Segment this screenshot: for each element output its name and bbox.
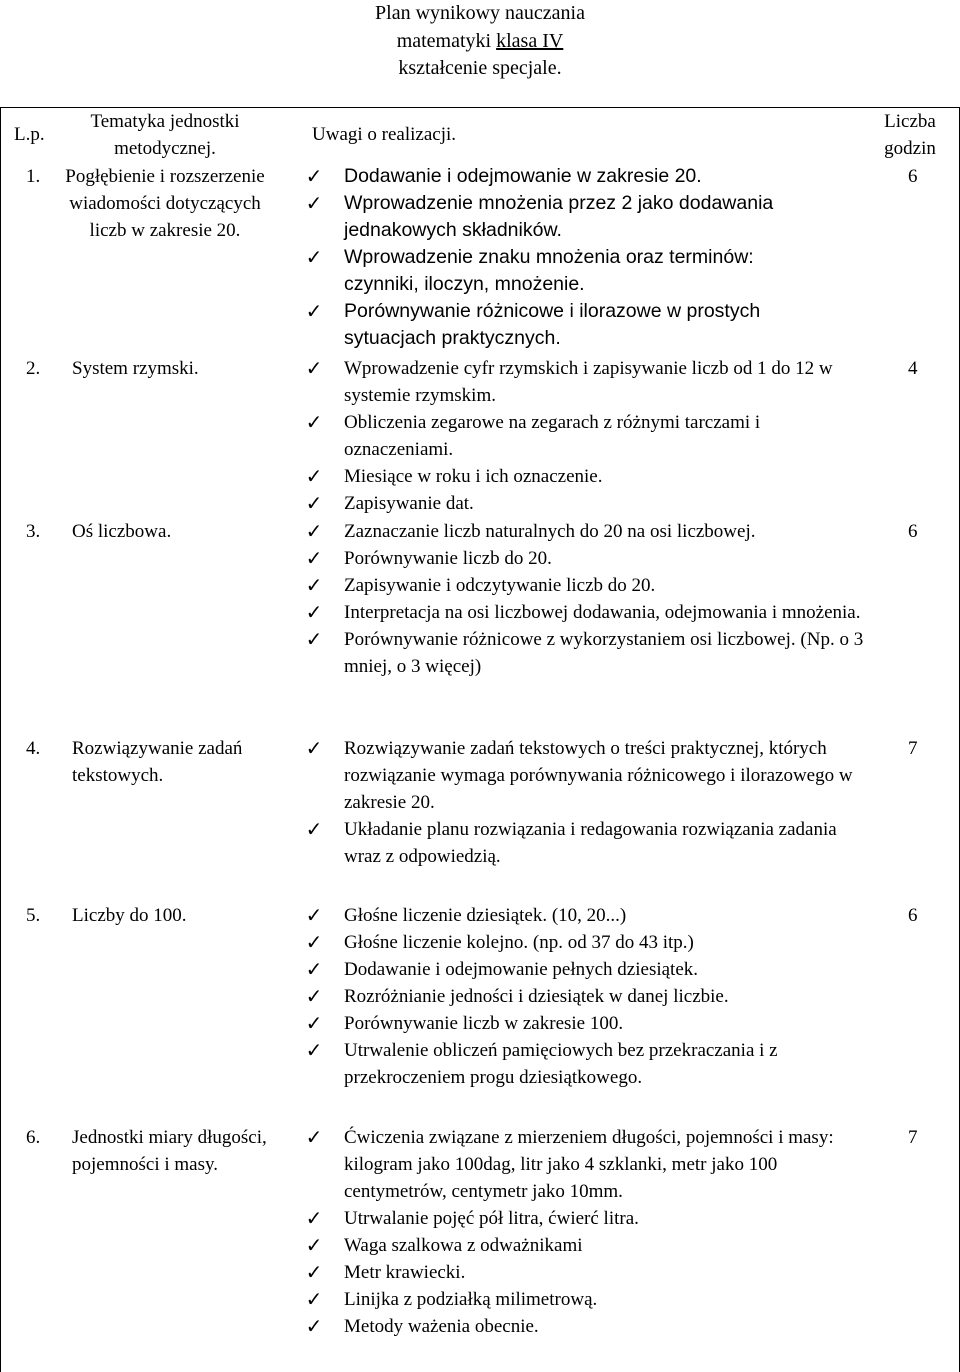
header-hours: Liczba godzin: [884, 111, 936, 159]
check-icon: ✓: [305, 1233, 323, 1257]
list-item: [290, 518, 870, 545]
check-icon: ✓: [305, 464, 323, 488]
check-icon: ✓: [305, 491, 323, 515]
list-item-text: Zapisywanie dat.: [344, 493, 474, 514]
list-item-text: Ćwiczenia związane z mierzeniem długości, pojemności i masy: kilogram jako 100dag, litr jako 4 szklanki, metr jako 100 centymetrów, centymetr jako 10mm.: [344, 1127, 834, 1202]
list-item: [290, 1232, 870, 1259]
list-item-text: Głośne liczenie kolejno. (np. od 37 do 43 itp.): [344, 932, 694, 953]
list-item: [290, 599, 870, 626]
list-item: [290, 298, 825, 352]
title-line-3: kształcenie specjale.: [398, 57, 562, 79]
title-line-2: [0, 28, 960, 56]
check-icon: ✓: [305, 930, 323, 954]
row-number: 1.: [26, 166, 41, 187]
list-item: [290, 816, 870, 870]
list-item: [290, 1313, 870, 1340]
list-item: [290, 1259, 870, 1286]
list-item-text: Linijka z podziałką milimetrową.: [344, 1289, 598, 1310]
list-item-text: Wprowadzenie znaku mnożenia oraz terminów: czynniki, iloczyn, mnożenie.: [344, 246, 754, 295]
list-item: [290, 463, 870, 490]
list-item: [290, 626, 870, 680]
check-icon: ✓: [305, 736, 323, 760]
check-icon: ✓: [305, 410, 323, 434]
list-item-text: Wprowadzenie cyfr rzymskich i zapisywanie liczb od 1 do 12 w systemie rzymskim.: [344, 358, 833, 406]
header-lp: L.p.: [14, 124, 45, 145]
list-item-text: Układanie planu rozwiązania i redagowania rozwiązania zadania wraz z odpowiedzią.: [344, 819, 837, 867]
list-item: [290, 929, 870, 956]
list-item: [290, 1205, 870, 1232]
row-hours: 6: [908, 166, 918, 187]
check-icon: ✓: [305, 1125, 323, 1149]
list-item: [290, 983, 870, 1010]
title-class-label: klasa IV: [496, 29, 564, 52]
row-notes-list: [290, 902, 870, 1091]
check-icon: ✓: [305, 519, 323, 543]
list-item: [290, 956, 870, 983]
list-item: [290, 163, 825, 190]
check-icon: ✓: [305, 600, 323, 624]
row-topic: Jednostki miary długości, pojemności i masy.: [72, 1127, 267, 1175]
list-item: [290, 355, 870, 409]
list-item-text: Metody ważenia obecnie.: [344, 1316, 539, 1337]
check-icon: ✓: [305, 245, 323, 269]
check-icon: ✓: [305, 627, 323, 651]
row-notes-list: [290, 355, 870, 517]
row-hours: 4: [908, 358, 918, 379]
list-item-text: Utrwalanie pojęć pół litra, ćwierć litra.: [344, 1208, 639, 1229]
list-item: [290, 1037, 870, 1091]
header-notes: Uwagi o realizacji.: [312, 124, 457, 145]
row-topic: Pogłębienie i rozszerzenie wiadomości dotyczących liczb w zakresie 20.: [65, 166, 265, 241]
check-icon: ✓: [305, 546, 323, 570]
list-item: [290, 572, 870, 599]
list-item-text: Miesiące w roku i ich oznaczenie.: [344, 466, 603, 487]
check-icon: ✓: [305, 1287, 323, 1311]
row-notes-list: [290, 518, 870, 680]
row-hours: 6: [908, 521, 918, 542]
list-item-text: Porównywanie liczb do 20.: [344, 548, 552, 569]
check-icon: ✓: [305, 1011, 323, 1035]
check-icon: ✓: [305, 1038, 323, 1062]
check-icon: ✓: [305, 191, 323, 215]
row-topic: Rozwiązywanie zadań tekstowych.: [72, 738, 243, 786]
list-item: [290, 244, 825, 298]
header-topic: Tematyka jednostki metodycznej.: [90, 111, 240, 159]
list-item-text: Zapisywanie i odczytywanie liczb do 20.: [344, 575, 656, 596]
row-hours: 7: [908, 738, 918, 759]
list-item-text: Interpretacja na osi liczbowej dodawania, odejmowania i mnożenia.: [344, 602, 861, 623]
list-item-text: Dodawanie i odejmowanie pełnych dziesiątek.: [344, 959, 699, 980]
list-item-text: Obliczenia zegarowe na zegarach z różnymi tarczami i oznaczeniami.: [344, 412, 761, 460]
list-item: [290, 1286, 870, 1313]
list-item-text: Głośne liczenie dziesiątek. (10, 20...): [344, 905, 627, 926]
check-icon: ✓: [305, 573, 323, 597]
check-icon: ✓: [305, 356, 323, 380]
list-item: [290, 409, 870, 463]
list-item-text: Rozwiązywanie zadań tekstowych o treści praktycznej, których rozwiązanie wymaga porównywania różnicowego i ilorazowego w zakresie 20.: [344, 738, 853, 813]
row-topic: Oś liczbowa.: [72, 521, 172, 542]
list-item-text: Porównywanie różnicowe z wykorzystaniem osi liczbowej. (Np. o 3 mniej, o 3 więcej): [344, 629, 864, 677]
row-number: 3.: [26, 521, 41, 542]
list-item-text: Utrwalenie obliczeń pamięciowych bez przekraczania i z przekroczeniem progu dziesiątkowego.: [344, 1040, 778, 1088]
table-left-border: [0, 107, 1, 1372]
check-icon: ✓: [305, 957, 323, 981]
row-number: 4.: [26, 738, 41, 759]
list-item-text: Zaznaczanie liczb naturalnych do 20 na osi liczbowej.: [344, 521, 756, 542]
row-notes-list: [290, 1124, 870, 1340]
row-hours: 7: [908, 1127, 918, 1148]
row-number: 6.: [26, 1127, 41, 1148]
title-line-2-prefix: matematyki: [396, 29, 497, 52]
row-hours: 6: [908, 905, 918, 926]
check-icon: ✓: [305, 1314, 323, 1338]
list-item-text: Metr krawiecki.: [344, 1262, 466, 1283]
list-item: [290, 902, 870, 929]
row-notes-list: [290, 163, 825, 352]
check-icon: ✓: [305, 299, 323, 323]
check-icon: ✓: [305, 164, 323, 188]
list-item-text: Wprowadzenie mnożenia przez 2 jako dodawania jednakowych składników.: [344, 192, 774, 241]
list-item: [290, 545, 870, 572]
list-item: [290, 1010, 870, 1037]
list-item-text: Dodawanie i odejmowanie w zakresie 20.: [344, 165, 702, 187]
row-notes-list: [290, 735, 870, 870]
row-number: 5.: [26, 905, 41, 926]
check-icon: ✓: [305, 903, 323, 927]
list-item-text: Porównywanie różnicowe i ilorazowe w prostych sytuacjach praktycznych.: [344, 300, 761, 349]
check-icon: ✓: [305, 1206, 323, 1230]
list-item: [290, 1124, 870, 1205]
row-topic: System rzymski.: [72, 358, 199, 379]
row-topic: Liczby do 100.: [72, 905, 187, 926]
document-title: [0, 0, 960, 83]
list-item: [290, 490, 870, 517]
check-icon: ✓: [305, 817, 323, 841]
check-icon: ✓: [305, 1260, 323, 1284]
check-icon: ✓: [305, 984, 323, 1008]
list-item-text: Rozróżnianie jedności i dziesiątek w danej liczbie.: [344, 986, 729, 1007]
title-line-1: Plan wynikowy nauczania: [375, 2, 585, 24]
list-item: [290, 190, 825, 244]
list-item: [290, 735, 870, 816]
row-number: 2.: [26, 358, 41, 379]
list-item-text: Waga szalkowa z odważnikami: [344, 1235, 583, 1256]
list-item-text: Porównywanie liczb w zakresie 100.: [344, 1013, 624, 1034]
